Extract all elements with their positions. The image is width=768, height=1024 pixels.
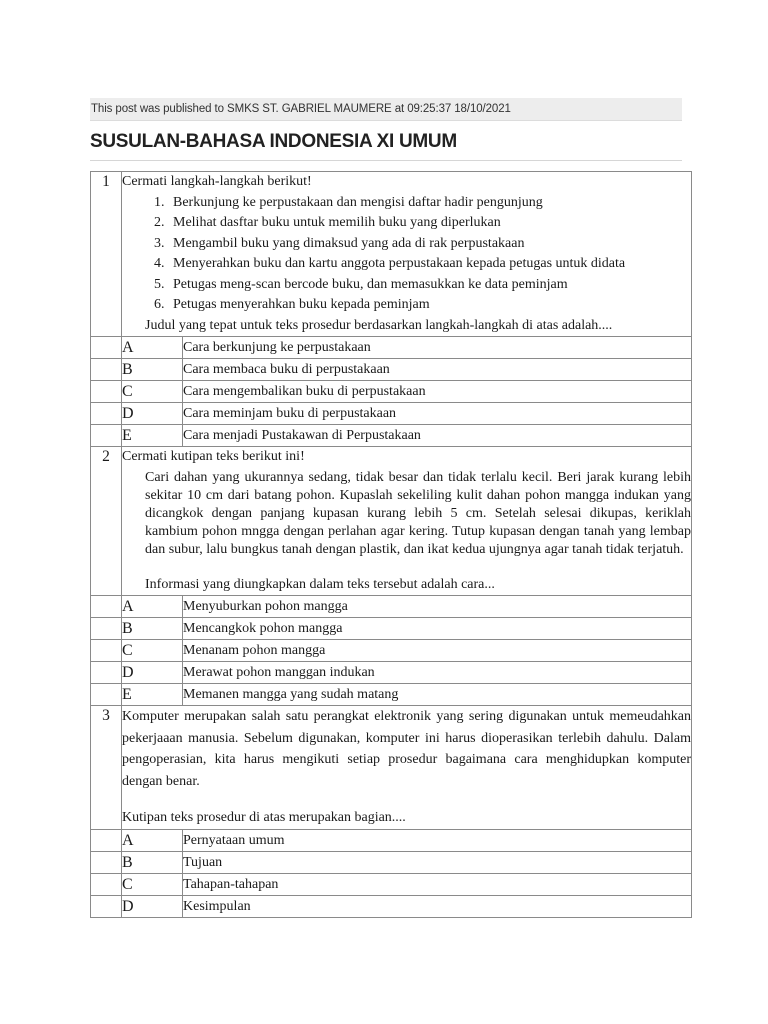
steps-list xyxy=(122,193,691,316)
option-letter: D xyxy=(122,403,183,425)
option-row[interactable] xyxy=(91,829,692,851)
option-text: Tujuan xyxy=(183,851,692,873)
option-letter: C xyxy=(122,640,183,662)
option-letter: B xyxy=(122,359,183,381)
option-row[interactable] xyxy=(91,403,692,425)
option-row[interactable] xyxy=(91,851,692,873)
document-page xyxy=(90,98,691,918)
step-item: 4. Menyerahkan buku dan kartu anggota perpustakaan kepada petugas untuk didata xyxy=(168,254,691,275)
passage-text: Komputer merupakan salah satu perangkat elektronik yang sering digunakan untuk memeudahkan pekerjaaan manusia. Sebelum digunakan, komputer ini harus dioperasikan terlebih dahulu. Dalam pengoperasian, kita harus mengikuti setiap prosedur bagaimana cara menghidupkan komputer dengan benar. xyxy=(122,709,691,789)
option-text: Menanam pohon mangga xyxy=(183,640,692,662)
question-text: Judul yang tepat untuk teks prosedur berdasarkan langkah-langkah di atas adalah.... xyxy=(145,317,613,333)
option-letter: D xyxy=(122,895,183,917)
option-letter: D xyxy=(122,662,183,684)
step-item: 5. Petugas meng-scan bercode buku, dan memasukkan ke data peminjam xyxy=(168,275,691,296)
option-letter: A xyxy=(122,596,183,618)
option-text: Tahapan-tahapan xyxy=(183,873,692,895)
step-item: 1. Berkunjung ke perpustakaan dan mengisi daftar hadir pengunjung xyxy=(168,193,691,214)
step-item: 3. Mengambil buku yang dimaksud yang ada di rak perpustakaan xyxy=(168,234,691,255)
option-text: Merawat pohon manggan indukan xyxy=(183,662,692,684)
quiz-table xyxy=(90,171,692,918)
option-letter: B xyxy=(122,618,183,640)
option-text: Cara meminjam buku di perpustakaan xyxy=(183,403,692,425)
option-letter: C xyxy=(122,873,183,895)
option-letter: A xyxy=(122,337,183,359)
option-row[interactable] xyxy=(91,337,692,359)
option-row[interactable] xyxy=(91,618,692,640)
question-number: 2 xyxy=(91,447,122,596)
page-title: SUSULAN-BAHASA INDONESIA XI UMUM xyxy=(90,131,457,152)
question-body xyxy=(122,706,692,830)
question-body xyxy=(122,447,692,596)
option-row[interactable] xyxy=(91,895,692,917)
option-text: Cara menjadi Pustakawan di Perpustakaan xyxy=(183,425,692,447)
option-text: Mencangkok pohon mangga xyxy=(183,618,692,640)
option-row[interactable] xyxy=(91,640,692,662)
question-row xyxy=(91,172,692,337)
question-number: 1 xyxy=(91,172,122,337)
option-text: Memanen mangga yang sudah matang xyxy=(183,684,692,706)
option-row[interactable] xyxy=(91,359,692,381)
step-item: 2. Melihat dasftar buku untuk memilih buku yang diperlukan xyxy=(168,213,691,234)
option-letter: C xyxy=(122,381,183,403)
question-number: 3 xyxy=(91,706,122,830)
question-body xyxy=(122,172,692,337)
question-row xyxy=(91,447,692,596)
option-text: Pernyataan umum xyxy=(183,829,692,851)
question-text: Informasi yang diungkapkan dalam teks tersebut adalah cara... xyxy=(145,576,495,592)
option-text: Cara mengembalikan buku di perpustakaan xyxy=(183,381,692,403)
publish-info-bar: This post was published to SMKS ST. GABRIEL MAUMERE at 09:25:37 18/10/2021 xyxy=(90,98,682,121)
option-row[interactable] xyxy=(91,596,692,618)
step-item: 6. Petugas menyerahkan buku kepada peminjam xyxy=(168,295,691,316)
option-row[interactable] xyxy=(91,684,692,706)
question-prompt: Cermati langkah-langkah berikut! xyxy=(122,174,312,189)
option-letter: A xyxy=(122,829,183,851)
passage-text: Cari dahan yang ukurannya sedang, tidak besar dan tidak terlalu kecil. Beri jarak kurang lebih sekitar 10 cm dari batang pohon. Kupaslah sekeliling kulit dahan pohon mangga indukan yang dicangkok dengan panjang kupasan kurang lebih 5 cm. Setelah selesai dikupas, keriklah kambium pohon mngga dengan perlahan agar kering. Tutup kupasan dengan tanah yang lembap dan subur, lalu bungkus tanah dengan plastik, dan ikat kedua ujungnya agar tanah tidak terjatuh. xyxy=(145,469,691,557)
option-row[interactable] xyxy=(91,873,692,895)
question-text: Kutipan teks prosedur di atas merupakan bagian.... xyxy=(122,810,406,825)
option-row[interactable] xyxy=(91,662,692,684)
question-prompt: Cermati kutipan teks berikut ini! xyxy=(122,449,305,464)
option-row[interactable] xyxy=(91,381,692,403)
option-letter: E xyxy=(122,684,183,706)
option-text: Cara berkunjung ke perpustakaan xyxy=(183,337,692,359)
option-letter: B xyxy=(122,851,183,873)
option-text: Menyuburkan pohon mangga xyxy=(183,596,692,618)
title-divider xyxy=(90,160,682,161)
option-row[interactable] xyxy=(91,425,692,447)
option-text: Cara membaca buku di perpustakaan xyxy=(183,359,692,381)
option-letter: E xyxy=(122,425,183,447)
option-text: Kesimpulan xyxy=(183,895,692,917)
question-row xyxy=(91,706,692,830)
